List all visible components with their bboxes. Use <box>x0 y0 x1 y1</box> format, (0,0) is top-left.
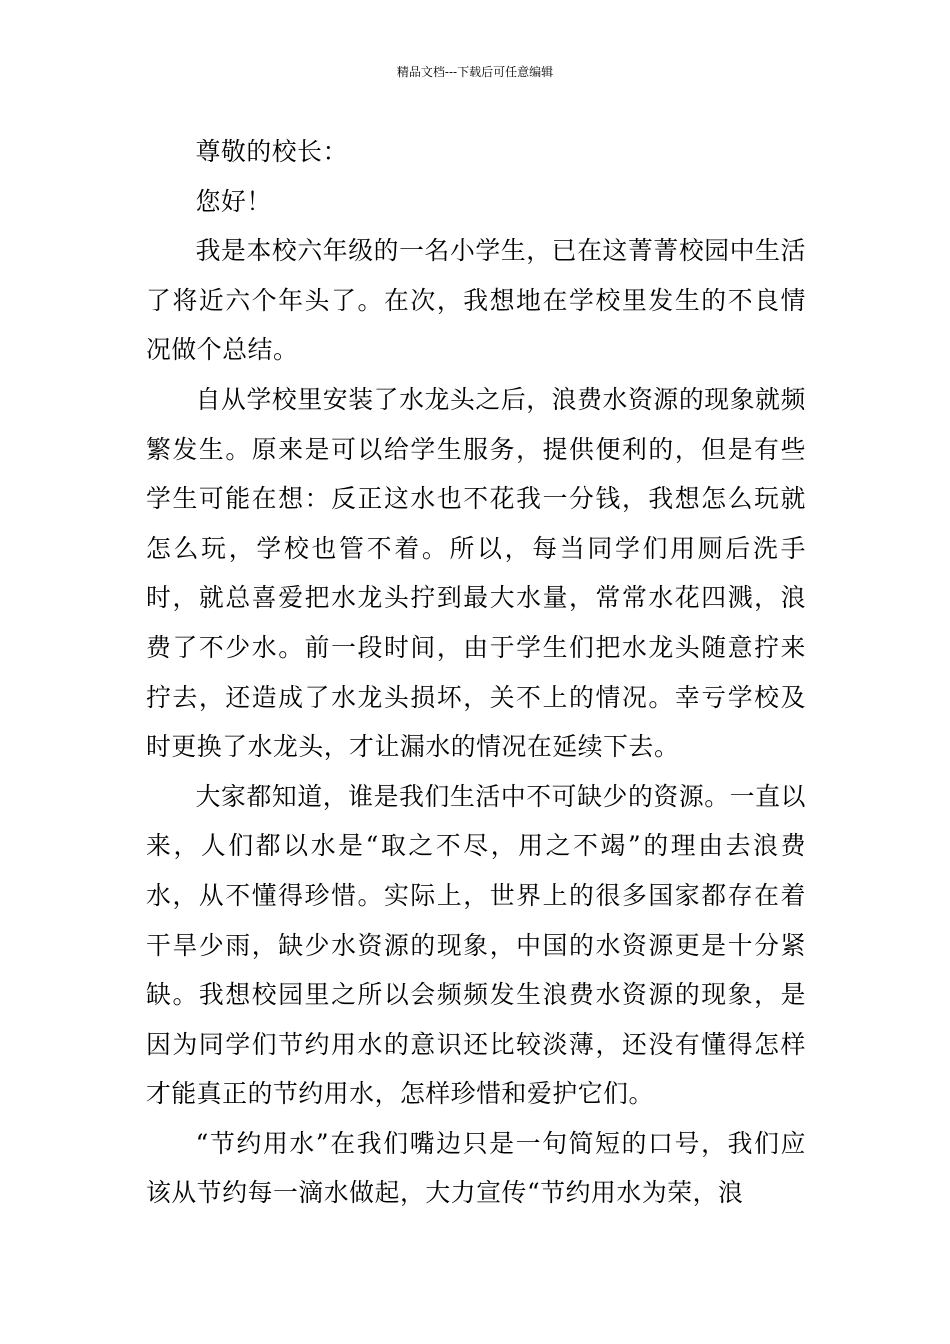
letter-salutation: 尊敬的校长： <box>195 137 348 166</box>
letter-paragraph: “节约用水”在我们嘴边只是一句简短的口号，我们应该从节约每一滴水做起，大力宣传“节约用水为荣，浪 <box>146 1128 806 1208</box>
letter-paragraph: 自从学校里安装了水龙头之后，浪费水资源的现象就频繁发生。原来是可以给学生服务，提供便利的，但是有些学生可能在想：反正这水也不花我一分钱，我想怎么玩就怎么玩，学校也管不着。所以，每当同学们用厕后洗手时，就总喜爱把水龙头拧到最大水量，常常水花四溅，浪费了不少水。前一段时间，由于学生们把水龙头随意拧来拧去，还造成了水龙头损坏，关不上的情况。幸亏学校及时更换了水龙头，才让漏水的情况在延续下去。 <box>146 384 806 762</box>
letter-paragraph: 大家都知道，谁是我们生活中不可缺少的资源。一直以来，人们都以水是“取之不尽，用之不竭”的理由去浪费水，从不懂得珍惜。实际上，世界上的很多国家都存在着干旱少雨，缺少水资源的现象，中国的水资源更是十分紧缺。我想校园里之所以会频频发生浪费水资源的现象，是因为同学们节约用水的意识还比较淡薄，还没有懂得怎样才能真正的节约用水，怎样珍惜和爱护它们。 <box>146 781 806 1109</box>
letter-paragraph: 我是本校六年级的一名小学生，已在这菁菁校园中生活了将近六个年头了。在次，我想地在学校里发生的不良情况做个总结。 <box>146 236 806 365</box>
letter-greeting: 您好！ <box>195 186 272 216</box>
page-header: 精品文档---下载后可任意编辑 <box>396 65 554 79</box>
letter-body <box>146 127 806 1218</box>
